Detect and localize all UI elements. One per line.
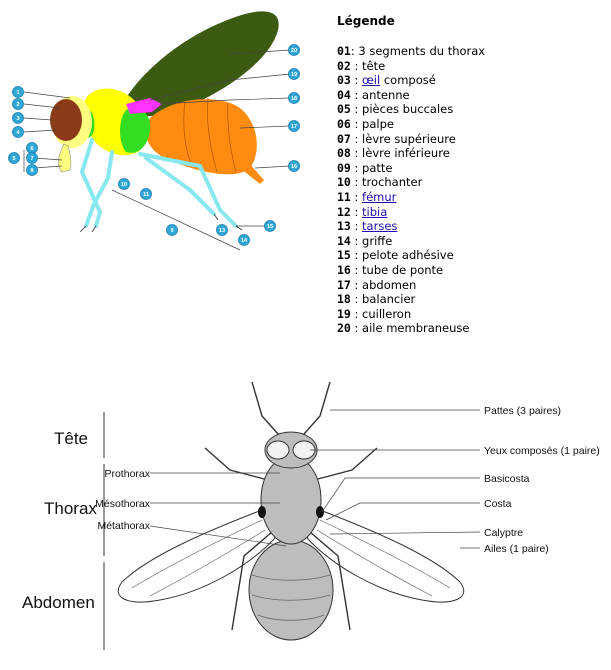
callout-badge-10 xyxy=(119,179,130,190)
legend-separator: : xyxy=(350,321,363,336)
legend-number: 15 xyxy=(337,248,351,263)
left-eye xyxy=(267,441,289,459)
svg-text:18: 18 xyxy=(290,96,298,102)
abdomen xyxy=(146,99,257,174)
label-basicosta: Basicosta xyxy=(484,473,530,485)
legend-separator: : xyxy=(350,116,363,131)
legend-number: 02 xyxy=(337,58,351,73)
legend-separator: : xyxy=(350,146,363,161)
callout-badge-17 xyxy=(289,121,300,132)
callout-badge-11 xyxy=(141,189,152,200)
legend-separator: : xyxy=(350,175,363,190)
callout-badge-4 xyxy=(13,127,24,138)
svg-text:20: 20 xyxy=(290,48,298,54)
compound-eye xyxy=(50,99,82,141)
legend-separator: : xyxy=(350,233,363,248)
legend-item xyxy=(337,205,607,220)
legend-separator: : xyxy=(350,248,363,263)
basicosta-left xyxy=(258,506,266,518)
legend-separator: : xyxy=(350,131,363,146)
legend-item xyxy=(337,219,607,234)
legend xyxy=(337,14,607,336)
callout-badge-14 xyxy=(239,235,250,246)
svg-text:16: 16 xyxy=(290,164,298,170)
legend-item xyxy=(337,59,607,74)
label-metathorax: Métathorax xyxy=(97,520,150,532)
legend-item xyxy=(337,132,607,147)
label-yeux: Yeux composés (1 paire) xyxy=(484,445,600,457)
legend-text: trochanter xyxy=(362,175,423,190)
legend-number: 11 xyxy=(337,189,351,204)
svg-text:5: 5 xyxy=(12,156,16,162)
legend-link[interactable]: tibia xyxy=(362,204,388,219)
svg-text:11: 11 xyxy=(143,192,149,198)
legend-item xyxy=(337,278,607,293)
legend-text: antenne xyxy=(362,87,410,102)
legend-number: 17 xyxy=(337,277,351,292)
legend-separator: : xyxy=(350,73,363,88)
svg-text:3: 3 xyxy=(16,116,20,122)
legend-text: abdomen xyxy=(362,277,417,292)
legend-number: 19 xyxy=(337,306,351,321)
label-pattes: Pattes (3 paires) xyxy=(484,405,562,417)
legend-link[interactable]: œil xyxy=(362,73,381,88)
callout-badge-19 xyxy=(289,69,300,80)
callout-badge-16 xyxy=(289,161,300,172)
legend-number: 10 xyxy=(337,175,351,190)
svg-text:4: 4 xyxy=(16,130,20,136)
legend-item xyxy=(337,44,607,59)
legend-number: 12 xyxy=(337,204,351,219)
legend-text: palpe xyxy=(362,116,394,131)
section-abdomen: Abdomen xyxy=(22,593,95,612)
section-tete: Tête xyxy=(54,429,89,448)
legs-bracket xyxy=(112,190,240,250)
legend-item xyxy=(337,307,607,322)
thorax-pleuron xyxy=(120,108,150,153)
legend-item xyxy=(337,117,607,132)
legend-text: tête xyxy=(362,58,386,73)
legend-item xyxy=(337,73,607,88)
legend-text: pièces buccales xyxy=(362,102,454,117)
legend-separator: : xyxy=(350,219,363,234)
svg-text:15: 15 xyxy=(266,224,274,230)
legend-item xyxy=(337,146,607,161)
svg-text:14: 14 xyxy=(240,238,248,244)
thorax-top xyxy=(261,456,321,544)
top-view-fly-diagram xyxy=(0,360,611,670)
legend-separator: : xyxy=(350,160,363,175)
callout-badge-15 xyxy=(265,221,276,232)
legend-text: patte xyxy=(362,160,393,175)
callout-badge-13 xyxy=(217,225,228,236)
legend-separator: : xyxy=(350,306,363,321)
callout-badge-1 xyxy=(13,87,24,98)
legend-number: 20 xyxy=(337,321,351,336)
svg-text:6: 6 xyxy=(30,146,34,152)
callout-badge-3 xyxy=(13,113,24,124)
legend-separator: : xyxy=(350,44,359,58)
svg-text:9: 9 xyxy=(170,228,174,234)
svg-text:7: 7 xyxy=(30,156,34,162)
legend-number: 16 xyxy=(337,262,351,277)
callout-badge-8 xyxy=(27,165,38,176)
legend-item xyxy=(337,248,607,263)
legend-item xyxy=(337,321,607,336)
svg-text:8: 8 xyxy=(30,168,34,174)
legend-separator: : xyxy=(350,102,363,117)
side-view-fly-diagram xyxy=(0,0,330,260)
legend-number: 05 xyxy=(337,102,351,117)
legend-item xyxy=(337,190,607,205)
legend-link[interactable]: tarses xyxy=(362,219,398,234)
legend-text: composé xyxy=(380,73,436,88)
legend-item xyxy=(337,175,607,190)
legend-link[interactable]: fémur xyxy=(362,189,397,204)
legend-number: 13 xyxy=(337,219,351,234)
callout-badge-5 xyxy=(9,153,20,164)
legend-separator: : xyxy=(350,262,363,277)
legend-number: 08 xyxy=(337,146,351,161)
callout-badge-9 xyxy=(167,225,178,236)
callout-badge-7 xyxy=(27,153,38,164)
abdomen-top xyxy=(249,540,333,640)
legend-separator: : xyxy=(350,204,363,219)
svg-text:10: 10 xyxy=(120,182,128,188)
legend-separator: : xyxy=(350,292,363,307)
callout-badge-18 xyxy=(289,93,300,104)
legend-number: 06 xyxy=(337,116,351,131)
callout-badge-6 xyxy=(27,143,38,154)
legend-item xyxy=(337,88,607,103)
legend-separator: : xyxy=(350,189,363,204)
basicosta-right xyxy=(316,506,324,518)
legend-number: 01 xyxy=(337,44,351,58)
label-calyptre: Calyptre xyxy=(484,527,524,539)
legend-list xyxy=(337,44,607,336)
legend-item xyxy=(337,234,607,249)
legend-text: balancier xyxy=(362,292,416,307)
callout-badge-20 xyxy=(289,45,300,56)
legend-text: lèvre supérieure xyxy=(362,131,456,146)
label-mesothorax: Mésothorax xyxy=(95,498,150,510)
legend-separator: : xyxy=(350,87,363,102)
legend-text: tube de ponte xyxy=(362,262,444,277)
legend-item xyxy=(337,102,607,117)
svg-text:1: 1 xyxy=(16,90,20,96)
callout-badge-2 xyxy=(13,99,24,110)
svg-text:13: 13 xyxy=(218,228,226,234)
legend-item xyxy=(337,292,607,307)
legend-number: 03 xyxy=(337,73,351,88)
svg-text:17: 17 xyxy=(290,124,298,130)
label-costa: Costa xyxy=(484,498,512,510)
legend-separator: : xyxy=(350,58,363,73)
legend-number: 18 xyxy=(337,292,351,307)
legend-text: cuilleron xyxy=(362,306,412,321)
label-ailes: Ailes (1 paire) xyxy=(484,543,549,555)
legend-text: pelote adhésive xyxy=(362,248,454,263)
legend-number: 04 xyxy=(337,87,351,102)
label-prothorax: Prothorax xyxy=(104,468,150,480)
legend-number: 07 xyxy=(337,131,351,146)
legend-number: 09 xyxy=(337,160,351,175)
mouthparts xyxy=(58,144,70,172)
legend-number: 14 xyxy=(337,233,351,248)
legend-title: Légende xyxy=(337,14,395,28)
section-thorax: Thorax xyxy=(44,499,97,518)
legend-text: 3 segments du thorax xyxy=(358,44,486,58)
legend-text: aile membraneuse xyxy=(362,321,470,336)
svg-text:19: 19 xyxy=(290,72,298,78)
legend-text: griffe xyxy=(362,233,393,248)
svg-text:2: 2 xyxy=(16,102,20,108)
legend-separator: : xyxy=(350,277,363,292)
legend-text: lèvre inférieure xyxy=(362,146,450,161)
legend-item xyxy=(337,263,607,278)
legend-item xyxy=(337,161,607,176)
